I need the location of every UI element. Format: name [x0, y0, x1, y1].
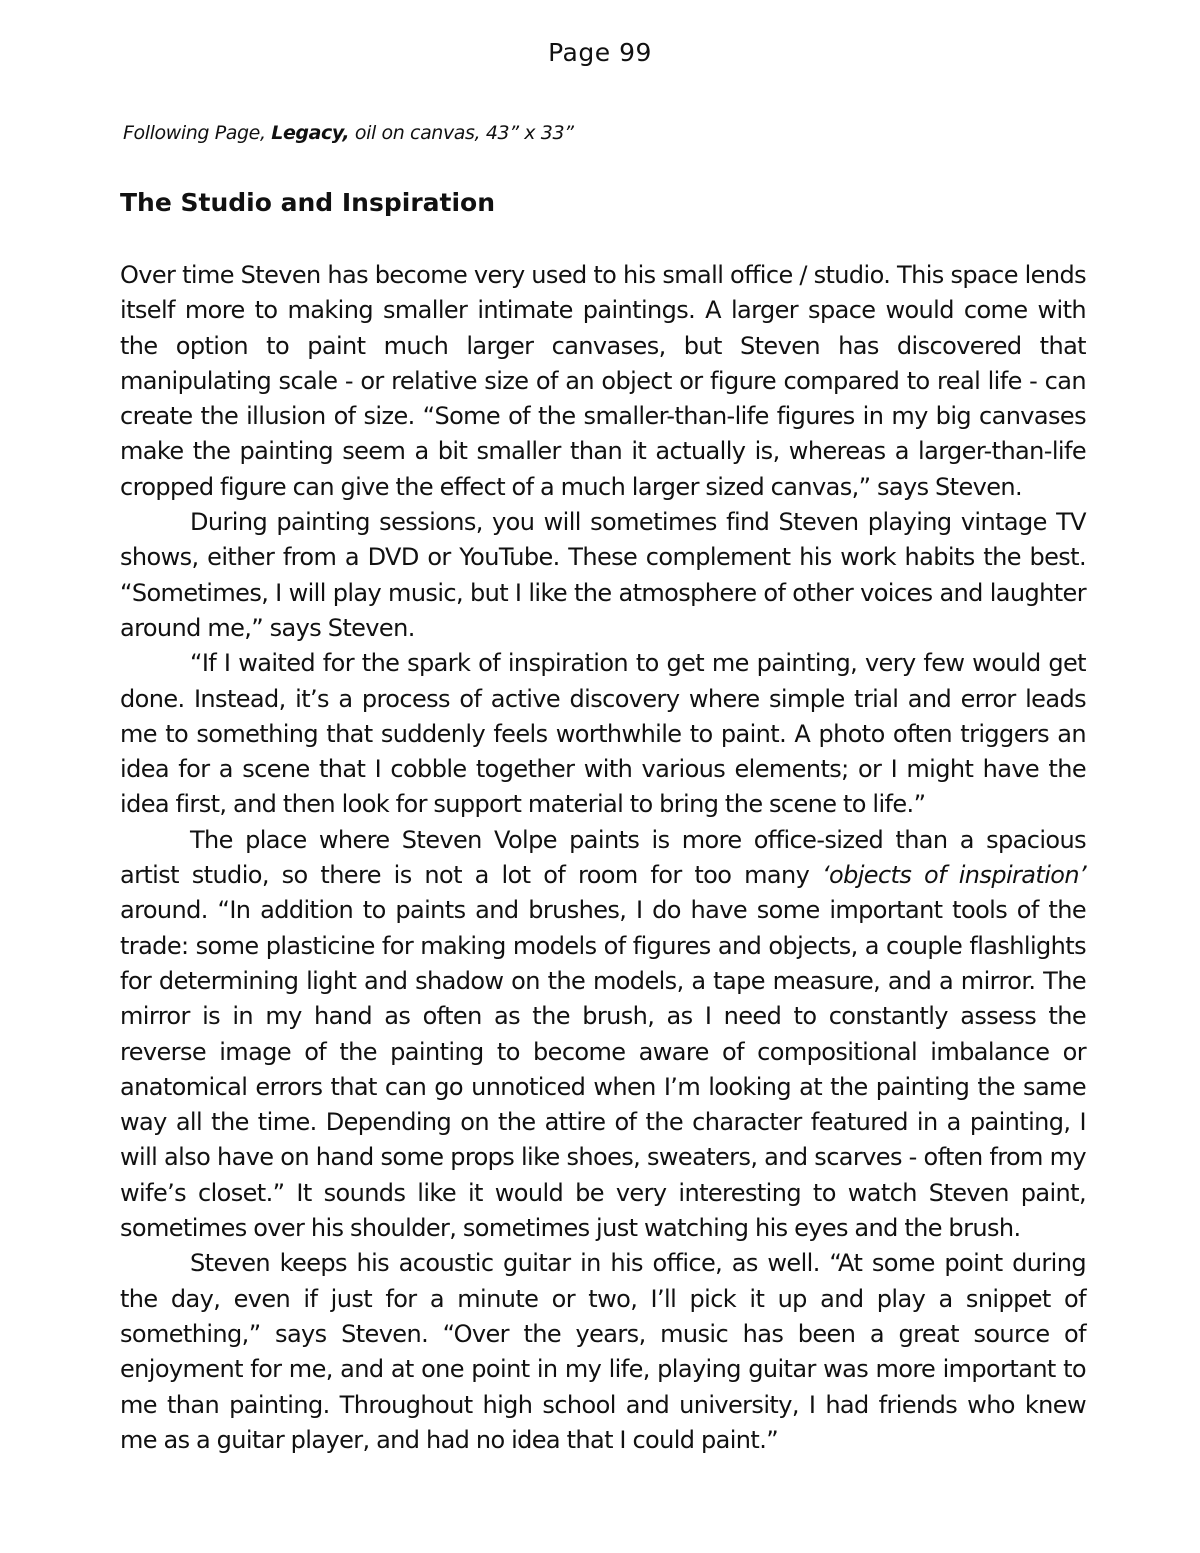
section-heading: The Studio and Inspiration: [120, 188, 496, 217]
paragraph-1: Over time Steven has become very used to his small office / studio. This space lends itself more to making smaller intimate paintings. A larger space would come with the option to paint much larger canvases, but Steven has discovered that manipulating scale - or relative size of an object or figure compared to real life - can create the illusion of size. “Some of the smaller-than-life figures in my big canvases make the painting seem a bit smaller than it actually is, whereas a larger-than-life cropped figure can give the effect of a much larger sized canvas,” says Steven.: [120, 261, 1086, 501]
paragraph-4-start: The place where Steven Volpe paints is more office-sized than a spacious artist studio, so there is not a lot of room for too many: [120, 825, 1086, 890]
paragraph-4-end: around. “In addition to paints and brushes, I do have some important tools of the trade: some plasticine for making models of figures and objects, a couple flashlights for determining light and shadow on the models, a tape measure, and a mirror. The mirror is in my hand as often as the brush, as I need to constantly assess the reverse image of the painting to become aware of compositional imbalance or anatomical errors that can go unnoticed when I’m looking at the painting the same way all the time. Depending on the attire of the character featured in a painting, I will also have on hand some props like shoes, sweaters, and scarves - often from my wife’s closet.” It sounds like it would be very interesting to watch Steven paint, sometimes over his shoulder, sometimes just watching his eyes and the brush.: [120, 896, 1086, 1243]
caption-artwork-title: Legacy,: [271, 122, 350, 144]
caption-prefix: Following Page,: [123, 122, 272, 144]
paragraph-3: “If I waited for the spark of inspiration to get me painting, very few would get done. Instead, it’s a process of active discovery where simple trial and error leads me to something that suddenly feels worthwhile to paint. A photo often triggers an idea for a scene that I cobble together with various elements; or I might have the idea first, and then look for support material to bring the scene to life.”: [120, 649, 1086, 819]
caption-details: oil on canvas, 43” x 33”: [349, 122, 574, 144]
paragraph-5: Steven keeps his acoustic guitar in his office, as well. “At some point during the day, even if just for a minute or two, I’ll pick it up and play a snippet of something,” says Steven. “Over the years, music has been a great source of enjoyment for me, and at one point in my life, playing guitar was more important to me than painting. Throughout high school and university, I had friends who knew me as a guitar player, and had no idea that I could paint.”: [120, 1249, 1086, 1454]
paragraph-4-italic-phrase: ‘objects of inspiration’: [821, 861, 1086, 890]
paragraph-4: [120, 823, 1086, 1247]
paragraph-2: During painting sessions, you will sometimes find Steven playing vintage TV shows, either from a DVD or YouTube. These complement his work habits the best. “Sometimes, I will play music, but I like the atmosphere of other voices and laughter around me,” says Steven.: [120, 508, 1086, 642]
figure-caption: [123, 122, 574, 144]
page-number: Page 99: [548, 38, 652, 67]
article-body: [120, 258, 1086, 1458]
